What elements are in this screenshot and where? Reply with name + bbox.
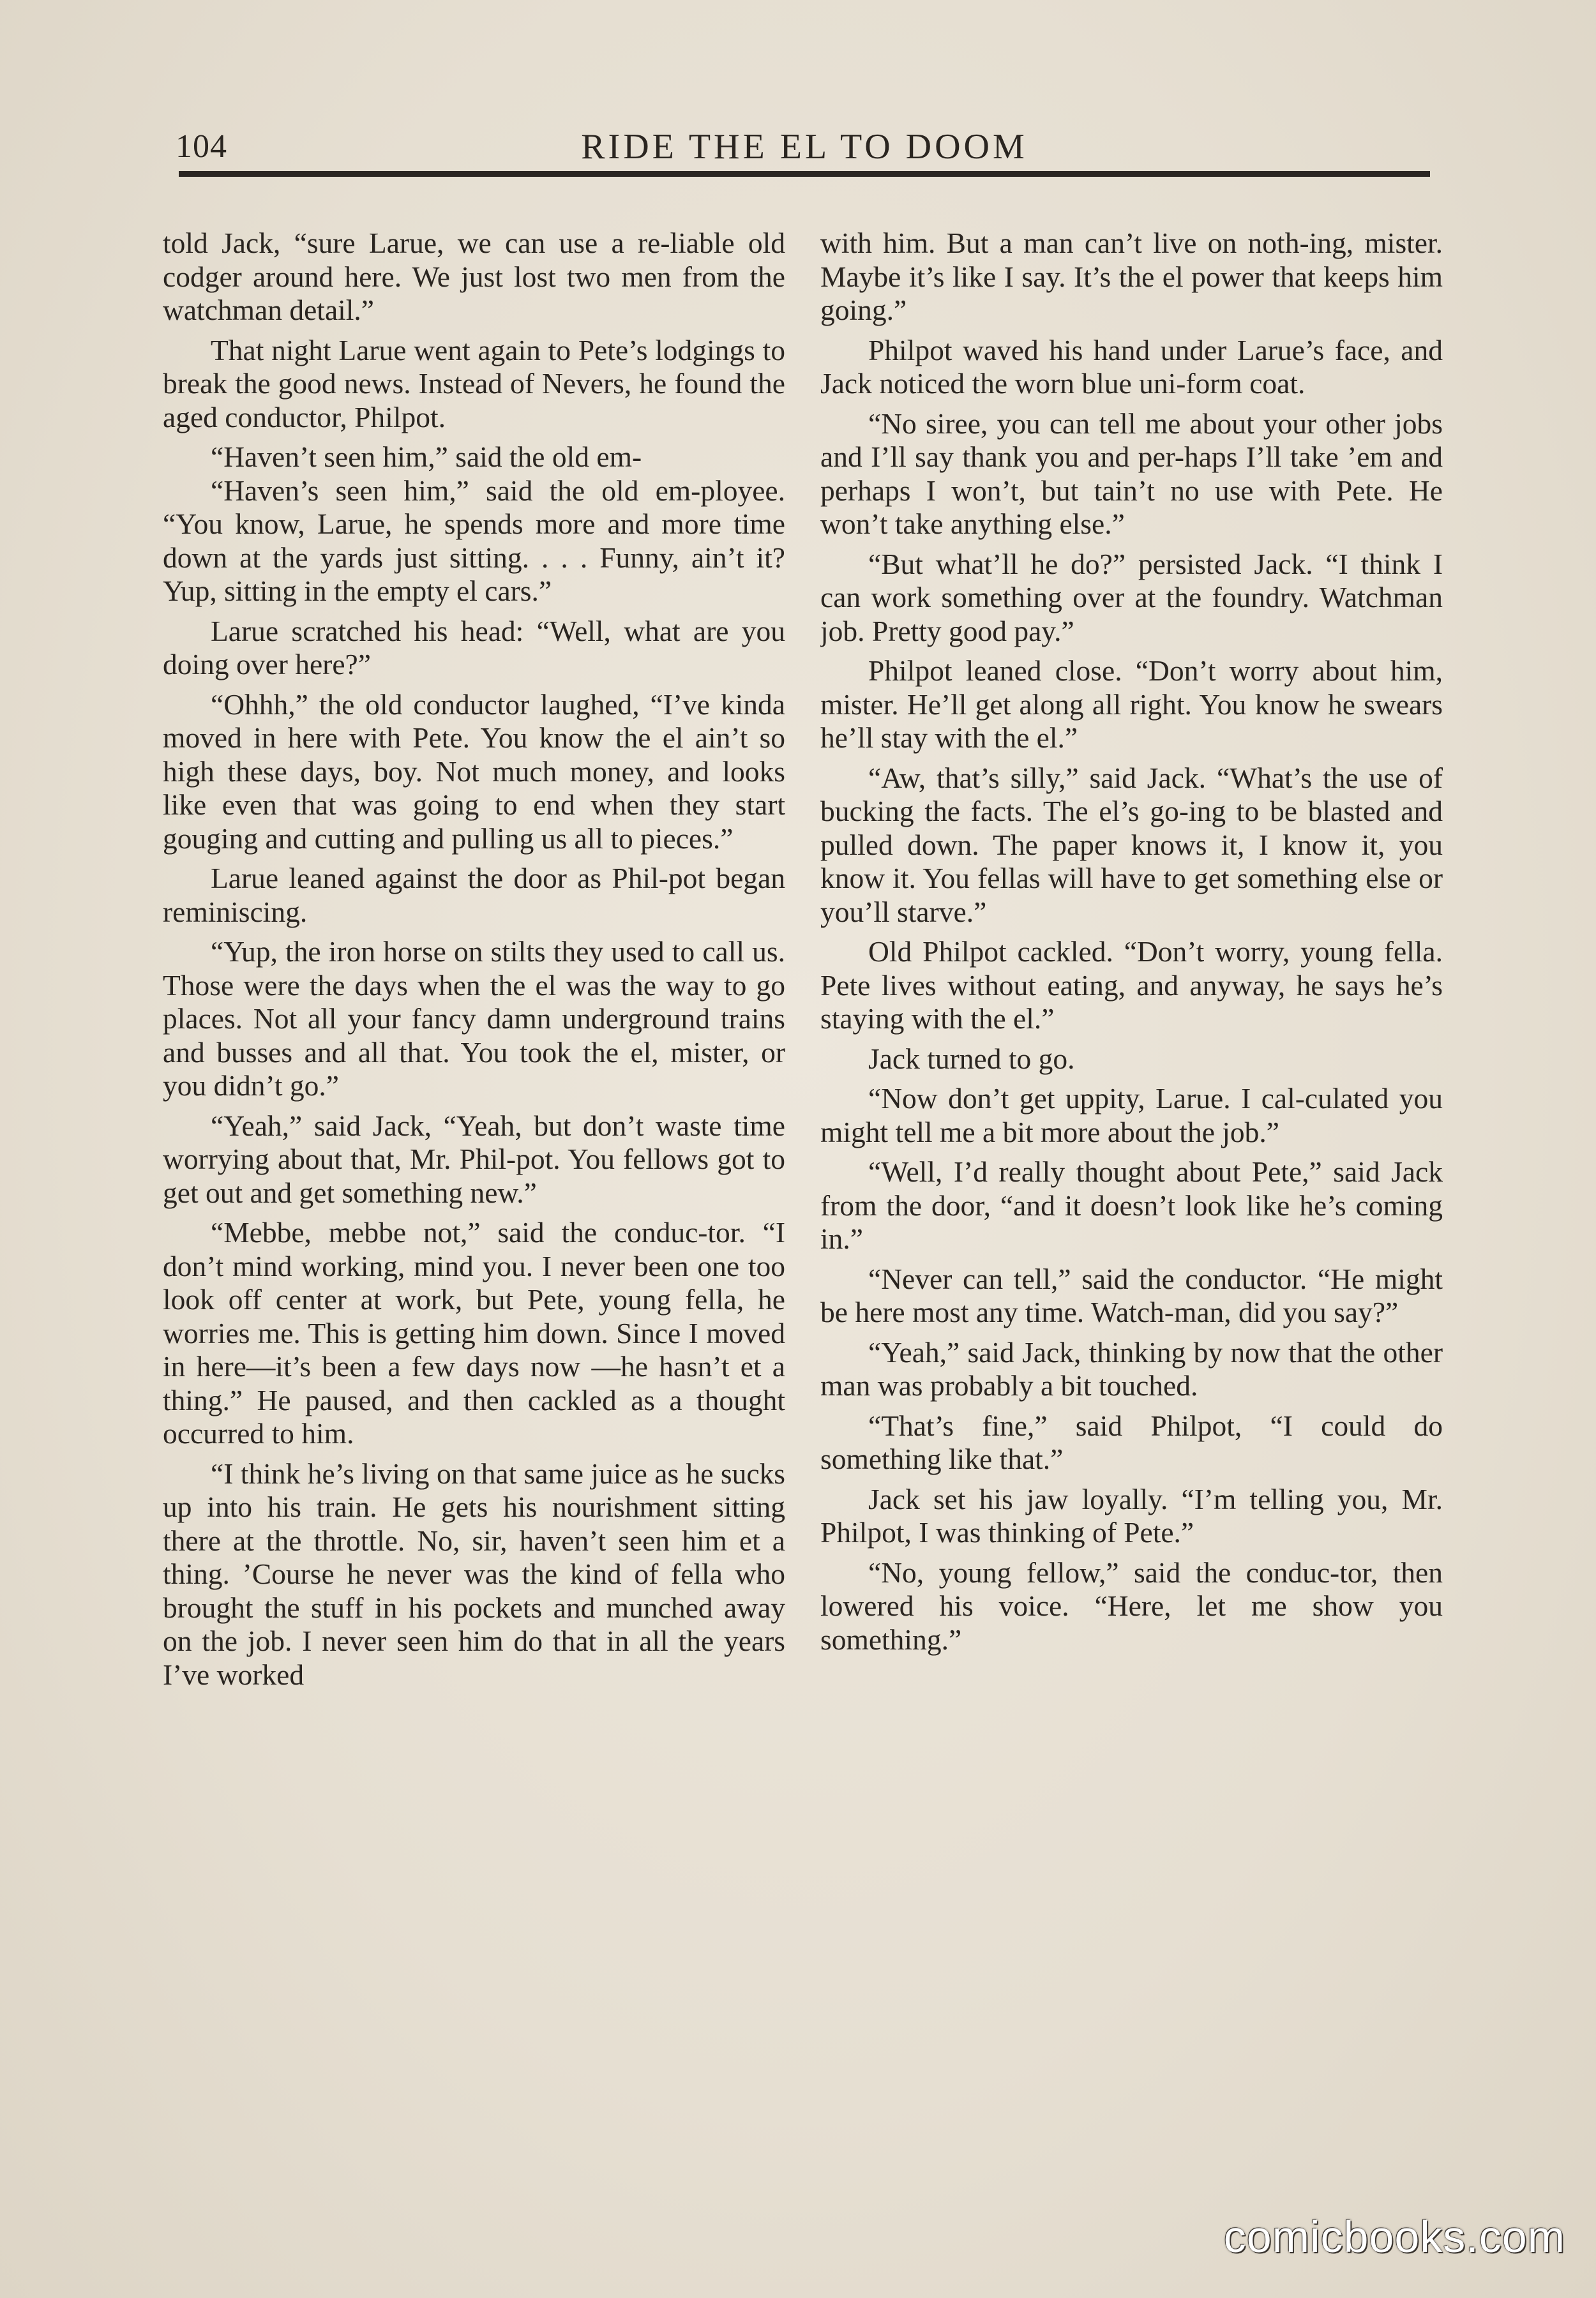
paragraph: Larue scratched his head: “Well, what are you doing over here?” xyxy=(163,614,785,680)
paragraph: “Now don’t get uppity, Larue. I cal-culated you might tell me a bit more about the job.” xyxy=(820,1082,1443,1148)
page-number: 104 xyxy=(176,128,227,165)
paragraph: Philpot waved his hand under Larue’s face, and Jack noticed the worn blue uni-form coat. xyxy=(820,333,1443,400)
page-header xyxy=(176,121,1433,172)
paragraph: “Haven’t seen him,” said the old em- xyxy=(211,440,642,473)
paragraph: “No, young fellow,” said the conduc-tor, then lowered his voice. “Here, let me show you something.” xyxy=(820,1556,1443,1656)
paragraph: Old Philpot cackled. “Don’t worry, young fella. Pete lives without eating, and anyway, he says he’s staying with the el.” xyxy=(820,935,1443,1035)
header-rule xyxy=(179,171,1430,177)
site-watermark: comicbooks.com xyxy=(1223,2212,1565,2262)
paragraph: “Mebbe, mebbe not,” said the conduc-tor. “I don’t mind working, mind you. I never been one too look off center at work, but Pete, young fella, he worries me. This is getting him down. Since I moved in here—it’s been a few days now —he hasn’t et a thing.” He paused, and then cackled as a thought occurred to him. xyxy=(163,1216,785,1450)
paragraph: “Haven’s seen him,” said the old em-ployee. “You know, Larue, he spends more and more time down at the yards just sitting. . . . Funny, ain’t it? Yup, sitting in the empty el cars.” xyxy=(163,474,785,607)
paragraph: “Never can tell,” said the conductor. “He might be here most any time. Watch-man, did you say?” xyxy=(820,1262,1443,1328)
paragraph: “I think he’s living on that same juice as he sucks up into his train. He gets his nourishment sitting there at the throttle. No, sir, haven’t seen him et a thing. ’Course he never was the kind of fella who brought the stuff in his pockets and munched away on the job. I never seen him do that in all the years I’ve worked xyxy=(163,1457,785,1691)
paragraph: That night Larue went again to Pete’s lodgings to break the good news. Instead of Nevers, he found the aged conductor, Philpot. xyxy=(163,333,785,433)
paragraph: “No siree, you can tell me about your other jobs and I’ll say thank you and per-haps I’ll take ’em and perhaps I won’t, but tain’t no use with Pete. He won’t take anything else.” xyxy=(820,407,1443,540)
paragraph: “But what’ll he do?” persisted Jack. “I think I can work something over at the foundry. Watchman job. Pretty good pay.” xyxy=(820,547,1443,647)
paragraph: Larue leaned against the door as Phil-pot began reminiscing. xyxy=(163,862,785,928)
right-column xyxy=(820,227,1443,2033)
paragraph: “Aw, that’s silly,” said Jack. “What’s the use of bucking the facts. The el’s go-ing to be blasted and pulled down. The paper knows it, I know it, you know it. You fellas will have to get something else or you’ll starve.” xyxy=(820,761,1443,928)
paragraph: “Ohhh,” the old conductor laughed, “I’ve kinda moved in here with Pete. You know the el ain’t so high these days, boy. Not much money, and looks like even that was going to end when they start gouging and cutting and pulling us all to pieces.” xyxy=(163,687,785,855)
left-column xyxy=(163,227,785,2033)
paragraph: told Jack, “sure Larue, we can use a re-liable old codger around here. We just lost two men from the watchman detail.” xyxy=(163,227,785,326)
paragraph: “Yeah,” said Jack, “Yeah, but don’t waste time worrying about that, Mr. Phil-pot. You fellows got to get out and get something new.” xyxy=(163,1109,785,1209)
running-title: RIDE THE EL TO DOOM xyxy=(581,127,1028,167)
paragraph: “That’s fine,” said Philpot, “I could do something like that.” xyxy=(820,1409,1443,1475)
paragraph: with him. But a man can’t live on noth-ing, mister. Maybe it’s like I say. It’s the el power that keeps him going.” xyxy=(820,227,1443,326)
paragraph: Jack set his jaw loyally. “I’m telling you, Mr. Philpot, I was thinking of Pete.” xyxy=(820,1482,1443,1549)
paragraph: Philpot leaned close. “Don’t worry about him, mister. He’ll get along all right. You know he swears he’ll stay with the el.” xyxy=(820,654,1443,754)
paragraph: “Yup, the iron horse on stilts they used to call us. Those were the days when the el was the way to go places. Not all your fancy damn underground trains and busses and all that. You took the el, mister, or you didn’t go.” xyxy=(163,935,785,1102)
paragraph: “Yeah,” said Jack, thinking by now that the other man was probably a bit touched. xyxy=(820,1335,1443,1402)
paragraph: Jack turned to go. xyxy=(868,1042,1075,1075)
paragraph: “Well, I’d really thought about Pete,” said Jack from the door, “and it doesn’t look like he’s coming in.” xyxy=(820,1155,1443,1255)
